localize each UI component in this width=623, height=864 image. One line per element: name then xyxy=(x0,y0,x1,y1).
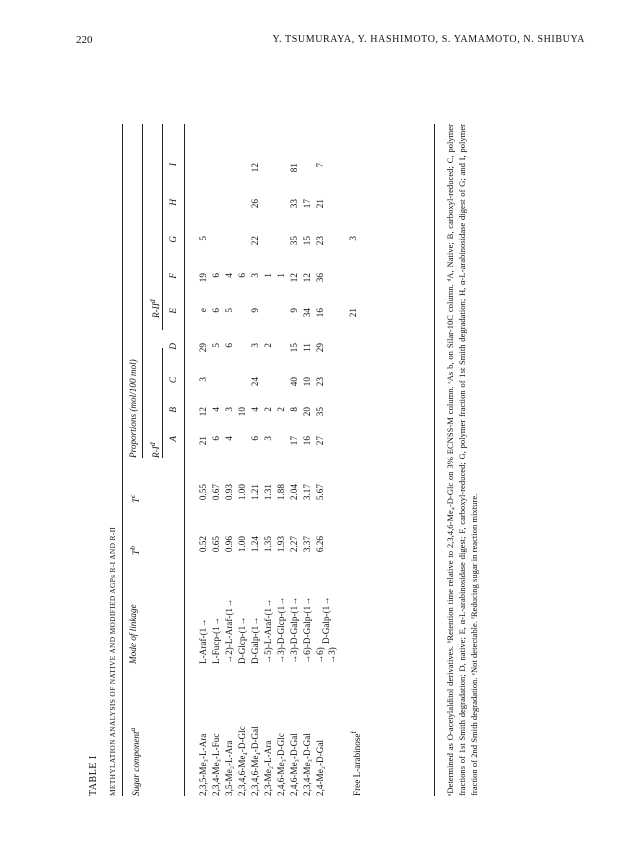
proportion-cell-g: 35 xyxy=(289,236,299,246)
tb-cell: 1.00 xyxy=(237,536,247,553)
proportion-cell-b: 35 xyxy=(315,407,325,417)
running-head: Y. TSUMURAYA, Y. HASHIMOTO, S. YAMAMOTO, N. SHIBUYA xyxy=(272,34,585,45)
proportion-cell-d: 15 xyxy=(289,343,299,353)
linkage-cell: L-Araf-(1→ xyxy=(198,618,208,664)
linkage-cell: D-Glcp-(1→ xyxy=(237,616,247,664)
proportion-cell-e: 6 xyxy=(211,308,221,313)
proportion-cell-b: 2 xyxy=(276,407,286,412)
tb-cell: 3.37 xyxy=(302,536,312,553)
rule-header-bottom xyxy=(184,124,185,796)
tc-cell: 3.17 xyxy=(302,484,312,501)
page-number: 220 xyxy=(76,34,93,46)
header-col-e: E xyxy=(168,308,178,314)
proportion-cell-b: 3 xyxy=(224,407,234,412)
header-proportions: Proportions (mol/100 mol) xyxy=(128,359,138,458)
linkage-cell: →2)-L-Araf-(1→ xyxy=(224,598,234,664)
proportion-cell-d: 2 xyxy=(263,343,273,348)
proportion-cell-e: 34 xyxy=(302,308,312,318)
header-col-f: F xyxy=(168,273,178,279)
proportion-cell-d: 5 xyxy=(211,343,221,348)
sugar-component-text: Free L-arabinose xyxy=(352,733,363,796)
header-r2: $R-II^d$ xyxy=(148,299,162,318)
header-mode-of-linkage: Mode of linkage xyxy=(128,604,138,664)
proportion-cell-b: 10 xyxy=(237,407,247,417)
proportion-cell-a: 6 xyxy=(211,436,221,441)
proportion-cell-g: 5 xyxy=(198,236,208,241)
proportion-cell-e: 21 xyxy=(348,308,358,318)
proportion-cell-c: 3 xyxy=(198,377,208,382)
proportion-cell-a: 27 xyxy=(315,436,325,446)
tc-cell: 5.67 xyxy=(315,484,325,501)
proportion-cell-d: 3 xyxy=(250,343,260,348)
linkage-cell: L-Fucp-(1→ xyxy=(211,617,221,664)
proportion-cell-g: 22 xyxy=(250,236,260,246)
header-col-c: C xyxy=(168,377,178,384)
tc-cell: 0.55 xyxy=(198,484,208,501)
rule-r1 xyxy=(162,348,163,458)
linkage-cell: D-Galp-(1→ xyxy=(250,616,260,664)
tc-cell: 1.21 xyxy=(250,484,260,501)
sugar-component-cell: 2,3,4-Me₃-D-Gal xyxy=(302,733,312,796)
tc-cell: 1.88 xyxy=(276,484,286,501)
sugar-component-cell: 2,3,4-Me₃-L-Fuc xyxy=(211,733,221,796)
tb-cell: 6.26 xyxy=(315,536,325,553)
proportion-cell-a: 21 xyxy=(198,436,208,446)
tc-cell: 0.67 xyxy=(211,484,221,501)
table-title: TABLE I xyxy=(88,755,99,796)
proportion-cell-g: 3 xyxy=(348,236,358,241)
linkage-cell: →6)-D-Galp-(1→ xyxy=(302,596,312,664)
rule-top xyxy=(122,124,123,796)
linkage-cell-second-line: →3) xyxy=(327,647,337,664)
sugar-component-cell: 2,3,4,6-Me₄-D-Gal xyxy=(250,726,260,796)
proportion-cell-g: 23 xyxy=(315,236,325,246)
tc-cell: 2.04 xyxy=(289,484,299,501)
proportion-cell-f: 1 xyxy=(263,273,273,278)
tb-cell: 1.24 xyxy=(250,536,260,553)
linkage-cell: →3)-D-Galp-(1→ xyxy=(289,596,299,664)
header-col-h: H xyxy=(168,199,178,206)
sugar-component-cell: 2,3,5-Me₃-L-Ara xyxy=(198,733,208,796)
proportion-cell-i: 12 xyxy=(250,163,260,173)
proportion-cell-c: 10 xyxy=(302,377,312,387)
sugar-component-cell: 2,3,4,6-Me₄-D-Glc xyxy=(237,726,247,796)
tb-cell: 0.65 xyxy=(211,536,221,553)
header-col-i: I xyxy=(168,163,178,167)
sugar-component-cell: 3,5-Me₂-L-Ara xyxy=(224,740,234,796)
proportion-cell-d: 11 xyxy=(302,343,312,352)
tc-cell: 1.00 xyxy=(237,484,247,501)
header-col-g: G xyxy=(168,236,178,243)
tc-cell: 0.93 xyxy=(224,484,234,501)
proportion-cell-b: 12 xyxy=(198,407,208,417)
proportion-cell-d: 6 xyxy=(224,343,234,348)
proportion-cell-a: 6 xyxy=(250,436,260,441)
proportion-cell-i: 7 xyxy=(315,163,325,168)
header-col-b: B xyxy=(168,407,178,413)
tb-cell: 0.96 xyxy=(224,536,234,553)
proportion-cell-e: e xyxy=(198,308,208,313)
sugar-component-cell: 2,4,6-Me₃-D-Gal xyxy=(289,733,299,796)
sugar-component-cell: 2,4,6-Me₃-D-Glc xyxy=(276,733,286,796)
linkage-cell: →5)-L-Araf-(1→ xyxy=(263,598,273,664)
header-col-a: A xyxy=(168,436,178,442)
proportion-cell-f: 1 xyxy=(276,273,286,278)
footnote-marker: f xyxy=(349,730,358,734)
tb-cell: 1.93 xyxy=(276,536,286,553)
proportion-cell-h: 33 xyxy=(289,199,299,209)
proportion-cell-i: 81 xyxy=(289,163,299,173)
header-tc: $T^c$ xyxy=(128,494,142,503)
sugar-component-cell: 2,3-Me₂-L-Ara xyxy=(263,740,273,796)
proportion-cell-h: 26 xyxy=(250,199,260,209)
proportion-cell-d: 29 xyxy=(315,343,325,353)
proportion-cell-a: 16 xyxy=(302,436,312,446)
proportion-cell-b: 8 xyxy=(289,407,299,412)
proportion-cell-c: 23 xyxy=(315,377,325,387)
linkage-cell: →6) xyxy=(315,647,325,664)
linkage-cell-tail: D-Galp-(1→ xyxy=(321,596,331,644)
proportion-cell-h: 21 xyxy=(315,199,325,209)
proportion-cell-f: 6 xyxy=(211,273,221,278)
proportion-cell-f: 36 xyxy=(315,273,325,283)
proportion-cell-c: 40 xyxy=(289,377,299,387)
proportion-cell-c: 24 xyxy=(250,377,260,387)
tb-cell: 1.35 xyxy=(263,536,273,553)
proportion-cell-e: 16 xyxy=(315,308,325,318)
rule-proportions xyxy=(142,124,143,458)
proportion-cell-e: 9 xyxy=(250,308,260,313)
table-caption: METHYLATION ANALYSIS OF NATIVE AND MODIFIED AGPs R-I AND R-II xyxy=(108,526,117,796)
linkage-cell: →3)-D-Glcp-(1→ xyxy=(276,596,286,664)
proportion-cell-e: 9 xyxy=(289,308,299,313)
sugar-component-cell: 2,4-Me₂-D-Gal xyxy=(315,739,325,796)
proportion-cell-g: 15 xyxy=(302,236,312,246)
rotated-table-block xyxy=(88,124,496,796)
proportion-cell-b: 4 xyxy=(211,407,221,412)
proportion-cell-d: 29 xyxy=(198,343,208,353)
proportion-cell-e: 5 xyxy=(224,308,234,313)
rule-bottom xyxy=(434,124,435,796)
sugar-component-cell xyxy=(348,731,363,796)
proportion-cell-a: 4 xyxy=(224,436,234,441)
tb-cell: 0.52 xyxy=(198,536,208,553)
proportion-cell-a: 17 xyxy=(289,436,299,446)
header-tb: $T^b$ xyxy=(128,546,142,555)
proportion-cell-f: 4 xyxy=(224,273,234,278)
proportion-cell-b: 2 xyxy=(263,407,273,412)
proportion-cell-b: 20 xyxy=(302,407,312,417)
proportion-cell-b: 4 xyxy=(250,407,260,412)
proportion-cell-a: 3 xyxy=(263,436,273,441)
proportion-cell-f: 12 xyxy=(289,273,299,283)
proportion-cell-f: 19 xyxy=(198,273,208,283)
table-footnote: ᵃDetermined as O-acetylalditol derivatives. ᵇRetention time relative to 2,3,4,6-Me₄-D-Glc on 3% ECNSS-M column. ᶜAs b, on Silar-10C column. ᵈA, Native; B, carboxyl-reduced; C, polymer fractions of 1st Smith degradation; D, native; E, α-L-arabinosidase digest; F, carboxyl-reduced; G, polymer fraction of 1st Smith degradation; H, α-L-arabinosidase digest of G; and I, polymer fraction of 2nd Smith degradation. ᵉNot detectable. ᶠReducing sugar in reaction mixture. xyxy=(445,124,479,796)
rule-r2 xyxy=(162,124,163,330)
header-r1: $R-I^d$ xyxy=(148,442,162,458)
tc-cell: 1.31 xyxy=(263,484,273,501)
proportion-cell-f: 3 xyxy=(250,273,260,278)
proportion-cell-f: 6 xyxy=(237,273,247,278)
proportion-cell-f: 12 xyxy=(302,273,312,283)
proportion-cell-h: 17 xyxy=(302,199,312,209)
tb-cell: 2.27 xyxy=(289,536,299,553)
header-col-d: D xyxy=(168,343,178,350)
header-sugar-component: Sugar component$^a$ xyxy=(128,727,142,796)
